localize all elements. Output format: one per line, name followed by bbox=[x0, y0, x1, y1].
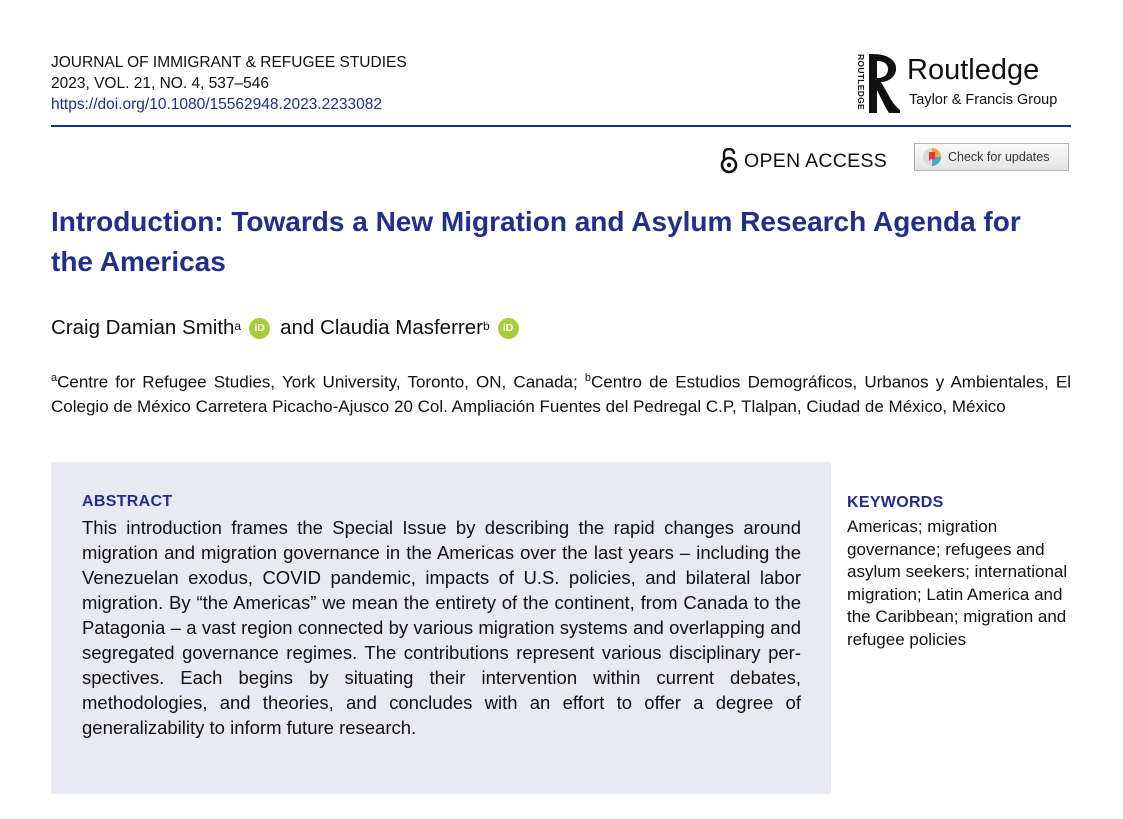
author-separator: and bbox=[280, 316, 315, 339]
affiliation-text: Centre for Refugee Studies, York University, Toronto, ON, Canada; bbox=[57, 372, 585, 392]
routledge-mark-icon bbox=[867, 52, 901, 114]
author-name: Claudia Masferrer bbox=[320, 316, 483, 339]
affiliation-marker: a bbox=[51, 372, 58, 384]
orcid-icon[interactable]: iD bbox=[498, 318, 519, 339]
open-access-badge bbox=[720, 147, 887, 175]
affiliations bbox=[51, 366, 1071, 420]
author-affiliation-marker: a bbox=[234, 319, 242, 333]
publisher-logo bbox=[855, 52, 1073, 116]
publisher-vertical-text: ROUTLEDGE bbox=[856, 53, 866, 111]
keywords-text: Americas; migration governance; refugees and asylum seekers; international migration; Latin America and the Caribbean; migration and refugee policies bbox=[847, 517, 1068, 649]
journal-name: JOURNAL OF IMMIGRANT & REFUGEE STUDIES bbox=[51, 54, 407, 71]
publisher-group: Taylor & Francis Group bbox=[909, 92, 1058, 108]
check-for-updates-button[interactable] bbox=[914, 143, 1069, 171]
abstract-box bbox=[51, 462, 831, 794]
journal-citation: 2023, VOL. 21, NO. 4, 537–546 bbox=[51, 75, 270, 92]
author-name: Craig Damian Smith bbox=[51, 316, 235, 339]
orcid-icon[interactable]: iD bbox=[249, 318, 270, 339]
author-affiliation-marker: b bbox=[482, 319, 490, 333]
journal-header bbox=[51, 52, 407, 115]
abstract-heading: ABSTRACT bbox=[82, 493, 173, 510]
crossmark-icon bbox=[922, 147, 942, 167]
affiliation-marker: b bbox=[584, 372, 591, 384]
abstract-text: This introduction frames the Special Issue by describing the rapid changes around migration and migration governance in the Americas over the last years – including the Venezuelan exodus, COVID pandemic, impacts of U.S. policies, and bilateral labor migration. By “the Americas” we mean the entirety of the continent, from Canada to the Patagonia – a vast region connected by various migration systems and overlapping and segregated governance regimes. The contributions represent various disciplinary perspectives. Each begins by situating their intervention within current debates, methodologies, and theories, and concludes with an effort to offer a degree of generalizability to inform future research. bbox=[82, 517, 801, 738]
header-divider bbox=[51, 125, 1071, 127]
affiliation-text: Centro de Estudios Demográficos, Urbanos y Ambientales, El Colegio de México Carretera Picacho-Ajusco 20 Col. Ampliación Fuentes del Pedregal C.P, Tlalpan, Ciudad de México, México bbox=[51, 372, 1071, 417]
doi-link[interactable]: https://doi.org/10.1080/15562948.2023.2233082 bbox=[51, 96, 382, 113]
check-for-updates-label: Check for updates bbox=[948, 150, 1050, 164]
author-list bbox=[51, 316, 529, 340]
open-access-label: OPEN ACCESS bbox=[744, 149, 888, 172]
open-lock-icon bbox=[720, 148, 738, 174]
keywords-heading: KEYWORDS bbox=[847, 494, 944, 511]
article-title: Introduction: Towards a New Migration and Asylum Research Agenda for the Americas bbox=[51, 206, 1021, 277]
publisher-name: Routledge bbox=[907, 54, 1040, 86]
